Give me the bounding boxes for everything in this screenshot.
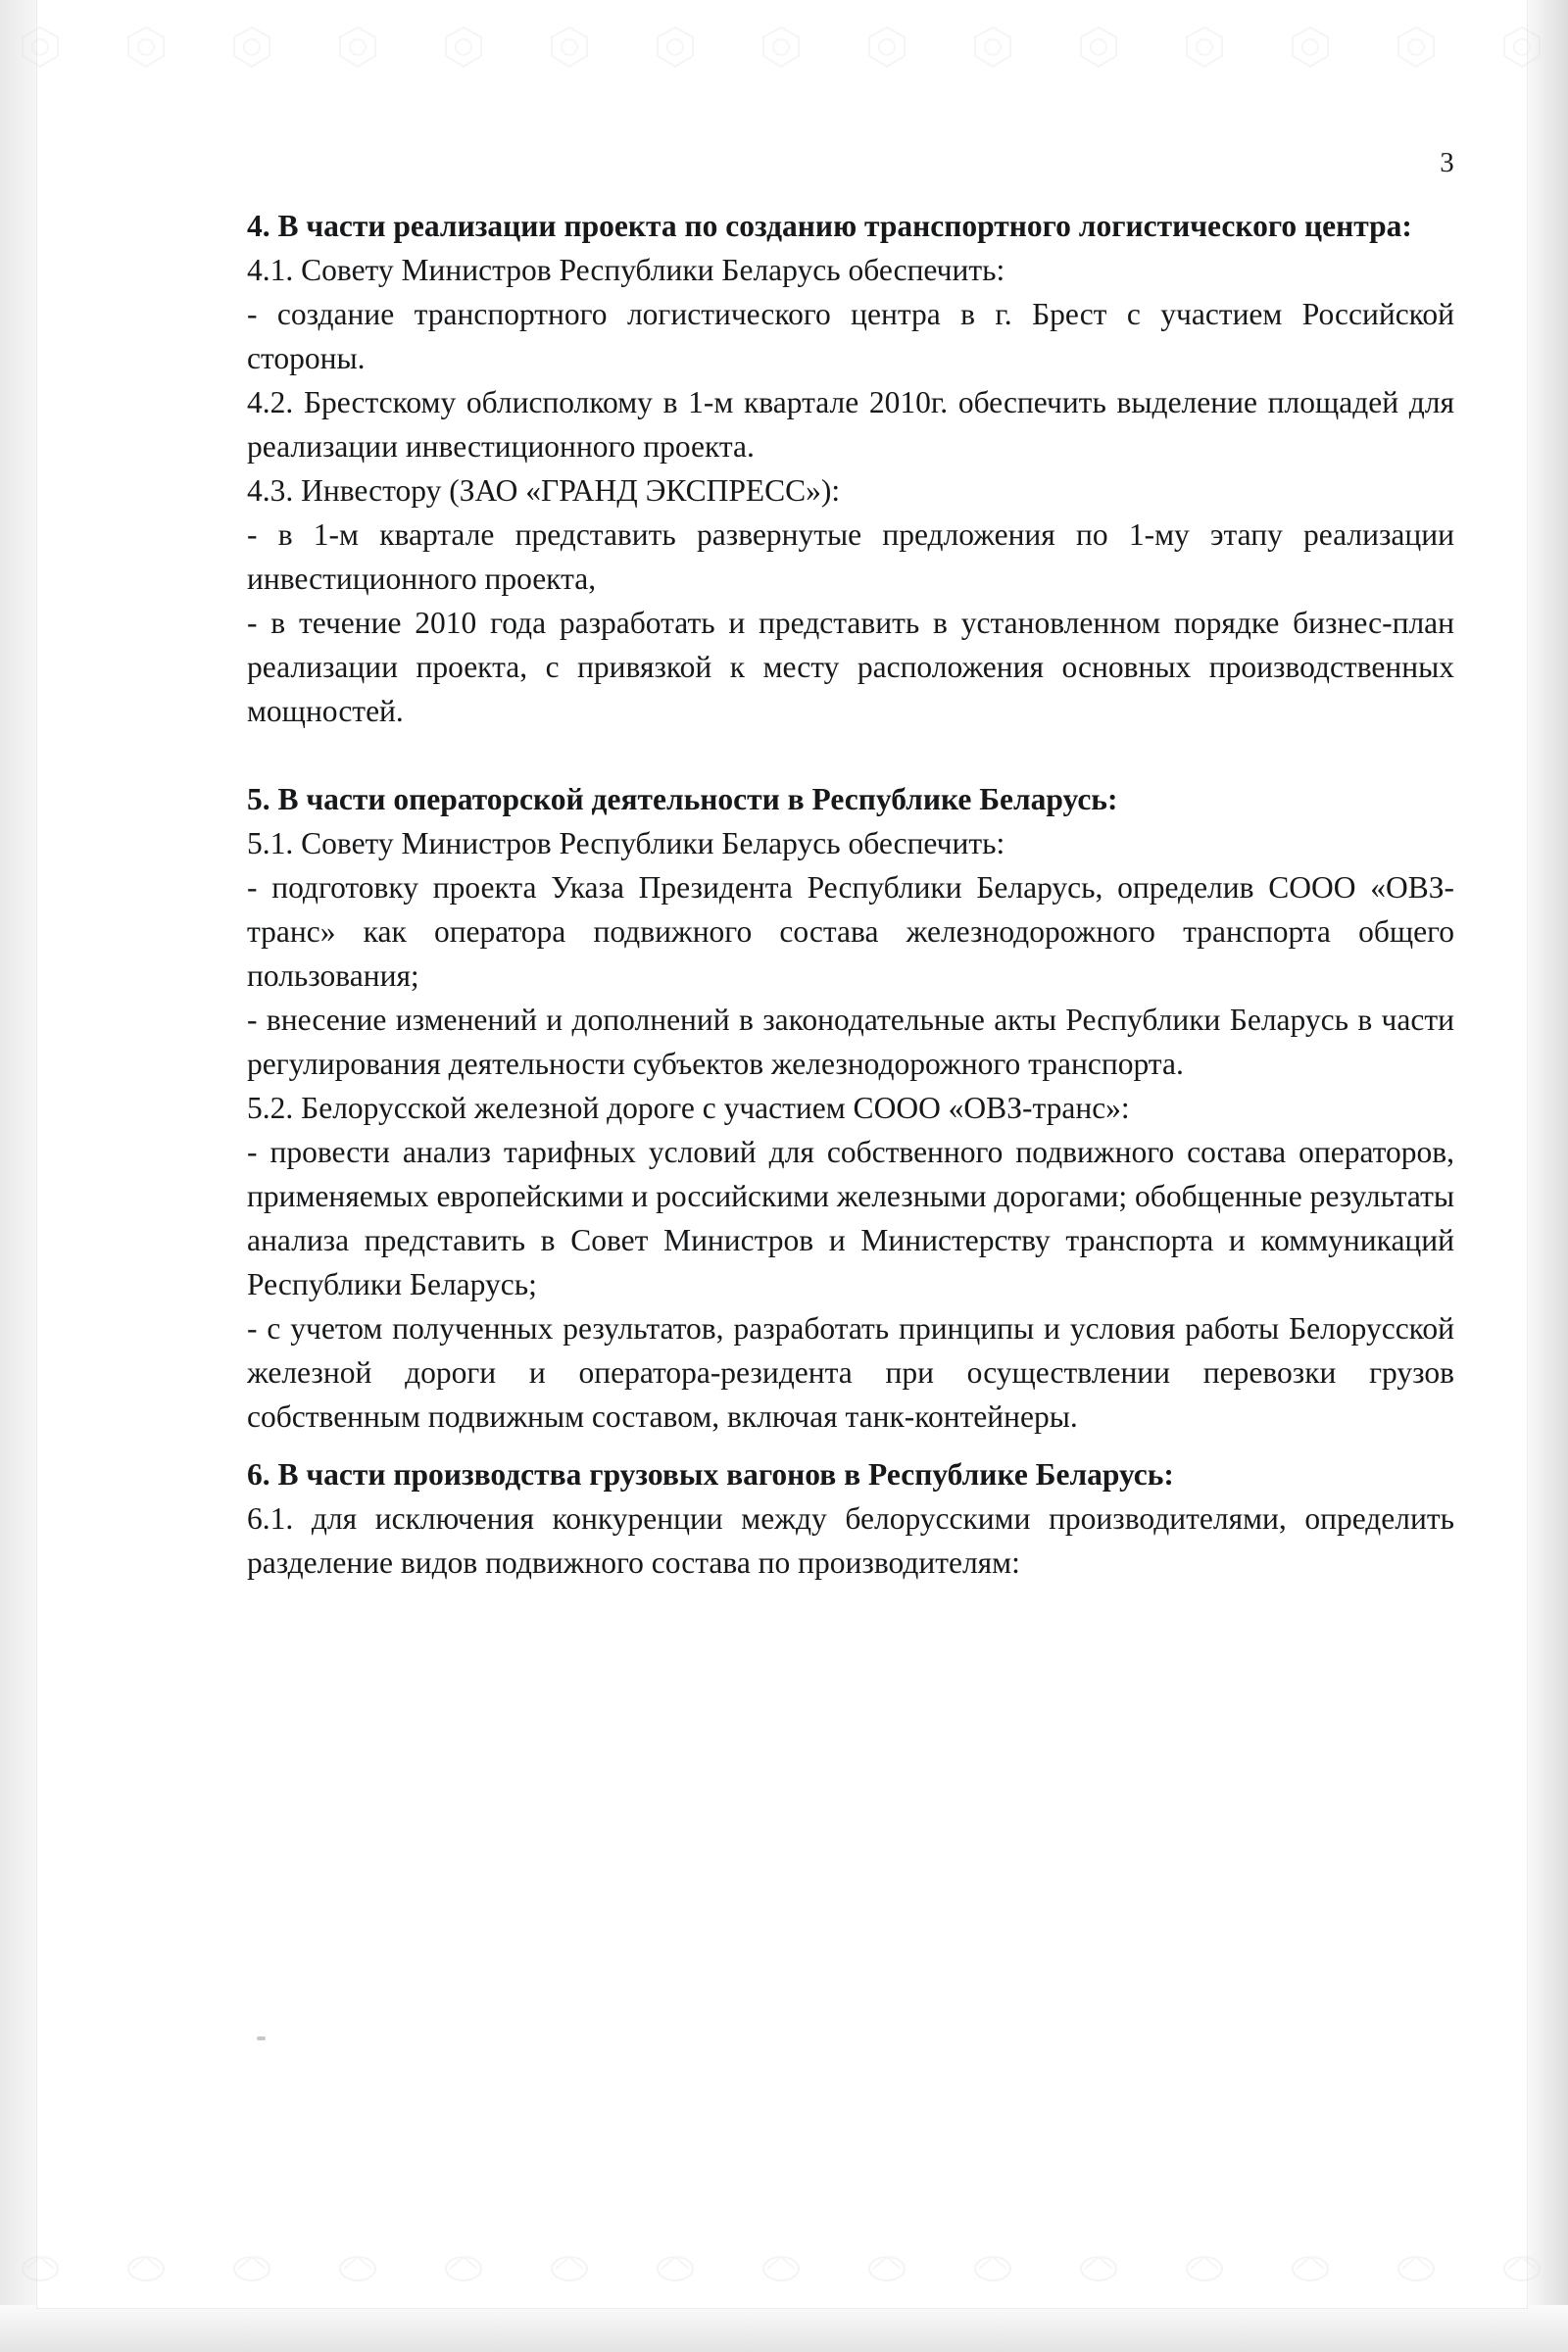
section-5-heading: 5. В части операторской деятельности в Республике Беларусь: [247,782,1118,816]
section-4-heading: 4. В части реализации проекта по созданию транспортного логистического центра: [247,209,1412,243]
document-text-body [247,147,1454,1585]
clause-6-1: 6.1. для исключения конкуренции между белорусскими производителями, определить разделение видов подвижного состава по производителям: [247,1501,1454,1580]
clause-5-1-item-2: - внесение изменений и дополнений в законодательные акты Республики Беларусь в части регулирования деятельности субъектов железнодорожного транспорта. [247,1003,1454,1081]
paragraph-spacer [247,1439,1454,1452]
clause-4-1: 4.1. Совету Министров Республики Беларусь обеспечить: [247,253,1005,287]
clause-5-2-item-2: - с учетом полученных результатов, разработать принципы и условия работы Белорусской железной дороги и оператора-резидента при осуществлении перевозки грузов собственным подвижным составом, включая танк-контейнеры. [247,1311,1454,1434]
clause-5-1-item-1: - подготовку проекта Указа Президента Республики Беларусь, определив СООО «ОВЗ-транс» как оператора подвижного состава железнодорожного транспорта общего пользования; [247,870,1454,993]
clause-5-1: 5.1. Совету Министров Республики Беларусь обеспечить: [247,826,1005,860]
page-left-edge-shadow [0,0,39,2352]
clause-5-2: 5.2. Белорусской железной дороге с участием СООО «ОВЗ-транс»: [247,1091,1130,1125]
clause-4-3-item-1: - в 1-м квартале представить развернутые предложения по 1-му этапу реализации инвестиционного проекта, [247,517,1454,596]
scan-artifact-mark [257,2036,266,2040]
document-paragraphs [247,204,1454,1585]
page-right-edge-shadow [1525,0,1568,2352]
page-bottom-edge-shadow [0,2305,1568,2352]
clause-4-1-item-1: - создание транспортного логистического центра в г. Брест с участием Российской стороны. [247,297,1454,375]
clause-4-3-item-2: - в течение 2010 года разработать и представить в установленном порядке бизнес-план реализации проекта, с привязкой к месту расположения основных производственных мощностей. [247,606,1454,728]
clause-4-2: 4.2. Брестскому облисполкому в 1-м квартале 2010г. обеспечить выделение площадей для реализации инвестиционного проекта. [247,385,1454,464]
clause-5-2-item-1: - провести анализ тарифных условий для собственного подвижного состава операторов, применяемых европейскими и российскими железными дорогами; обобщенные результаты анализа представить в Совет Министров и Министерству транспорта и коммуникаций Республики Беларусь; [247,1135,1454,1301]
clause-4-3: 4.3. Инвестору (ЗАО «ГРАНД ЭКСПРЕСС»): [247,473,841,508]
page-number: 3 [1440,147,1454,178]
section-6-heading: 6. В части производства грузовых вагонов в Республике Беларусь: [247,1457,1174,1492]
paragraph-spacer [247,733,1454,777]
